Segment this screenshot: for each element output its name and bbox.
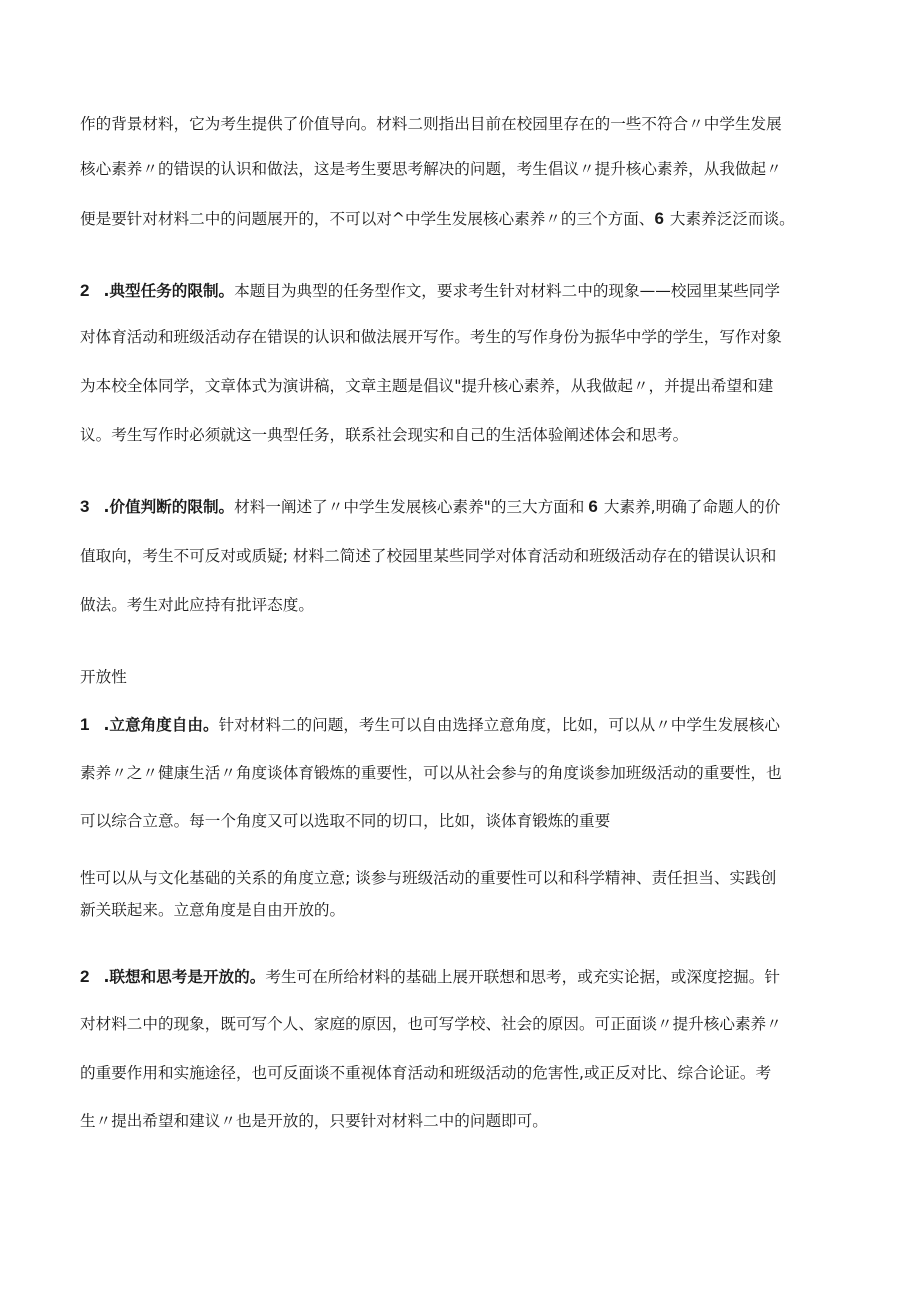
- section-title-text: 开放性: [80, 668, 127, 686]
- p3-line-2: [80, 545, 860, 567]
- o1-title: .立意角度自由。: [103, 716, 219, 734]
- p2-line-4: [80, 424, 860, 446]
- p2-title: .典型任务的限制。: [103, 282, 235, 300]
- o2-line-1: [80, 966, 860, 988]
- p2-line-2: [80, 326, 860, 348]
- o2-number: 2: [80, 967, 90, 986]
- o1-line-2: [80, 762, 860, 784]
- p2-line-1: [80, 280, 860, 302]
- p2-number: 2: [80, 281, 90, 300]
- p2-text-3: 为本校全体同学，文章体式为演讲稿，文章主题是倡议"提升核心素养，从我做起〃，并提出希望和建: [80, 377, 774, 395]
- o1-line-3: [80, 810, 860, 832]
- p2-line-3: [80, 375, 860, 397]
- intro-text-3a: 便是要针对材料二中的问题展开的，不可以对^中学生发展核心素养〃的三个方面、: [80, 210, 655, 228]
- intro-text-3b: 大素养泛泛而谈。: [669, 210, 795, 228]
- section-title: [80, 666, 860, 688]
- p3-number: 3: [80, 497, 90, 516]
- o1-text-2: 素养〃之〃健康生活〃角度谈体育锻炼的重要性，可以从社会参与的角度谈参加班级活动的重要性，也: [80, 764, 782, 782]
- o2-title: .联想和思考是开放的。: [103, 968, 266, 986]
- o2-text-1: 考生可在所给材料的基础上展开联想和思考，或充实论据，或深度挖掘。针: [265, 968, 780, 986]
- o2-text-2: 对材料二中的现象，既可写个人、家庭的原因，也可写学校、社会的原因。可正面谈〃提升核心素养〃: [80, 1015, 782, 1033]
- intro-text-2: 核心素养〃的错误的认识和做法，这是考生要思考解决的问题，考生倡议〃提升核心素养，从我做起〃: [80, 160, 782, 178]
- o1-text-1: 针对材料二的问题，考生可以自由选择立意角度，比如，可以从〃中学生发展核心: [218, 716, 780, 734]
- p3-text-1b: 大素养,明确了命题人的价: [603, 498, 781, 516]
- p2-text-2: 对体育活动和班级活动存在错误的认识和做法展开写作。考生的写作身份为振华中学的学生，写作对象: [80, 328, 782, 346]
- o1-text-4: 性可以从与文化基础的关系的角度立意; 谈参与班级活动的重要性可以和科学精神、责任担当、实践创: [80, 869, 777, 887]
- p3-number-6: 6: [588, 497, 598, 516]
- p3-line-1: [80, 496, 860, 518]
- p3-text-1a: 材料一阐述了〃中学生发展核心素养"的三大方面和: [234, 498, 585, 516]
- p2-text-1: 本题目为典型的任务型作文，要求考生针对材料二中的现象——校园里某些同学: [234, 282, 780, 300]
- o1-text-3: 可以综合立意。每一个角度又可以选取不同的切口，比如，谈体育锻炼的重要: [80, 812, 611, 830]
- p3-text-3: 做法。考生对此应持有批评态度。: [80, 596, 314, 614]
- o2-line-4: [80, 1110, 860, 1132]
- o2-text-3: 的重要作用和实施途径，也可反面谈不重视体育活动和班级活动的危害性,或正反对比、综合论证。考: [80, 1064, 772, 1082]
- intro-line-1: [80, 113, 860, 135]
- p2-text-4: 议。考生写作时必须就这一典型任务，联系社会现实和自己的生活体验阐述体会和思考。: [80, 426, 689, 444]
- o1-line-5: [80, 899, 860, 921]
- p3-title: .价值判断的限制。: [103, 498, 235, 516]
- p3-text-2: 值取向，考生不可反对或质疑; 材料二简述了校园里某些同学对体育活动和班级活动存在的错误认识和: [80, 547, 777, 565]
- intro-line-2: [80, 158, 860, 180]
- o1-line-4: [80, 867, 860, 889]
- o1-line-1: [80, 714, 860, 736]
- p3-line-3: [80, 594, 860, 616]
- intro-line-3: [80, 208, 860, 230]
- o2-line-2: [80, 1013, 860, 1035]
- intro-number-6: 6: [654, 209, 664, 228]
- o2-line-3: [80, 1062, 860, 1084]
- o1-text-5: 新关联起来。立意角度是自由开放的。: [80, 901, 346, 919]
- o2-text-4: 生〃提出希望和建议〃也是开放的，只要针对材料二中的问题即可。: [80, 1112, 548, 1130]
- o1-number: 1: [80, 715, 90, 734]
- intro-text-1: 作的背景材料，它为考生提供了价值导向。材料二则指出目前在校园里存在的一些不符合〃中学生发展: [80, 115, 782, 133]
